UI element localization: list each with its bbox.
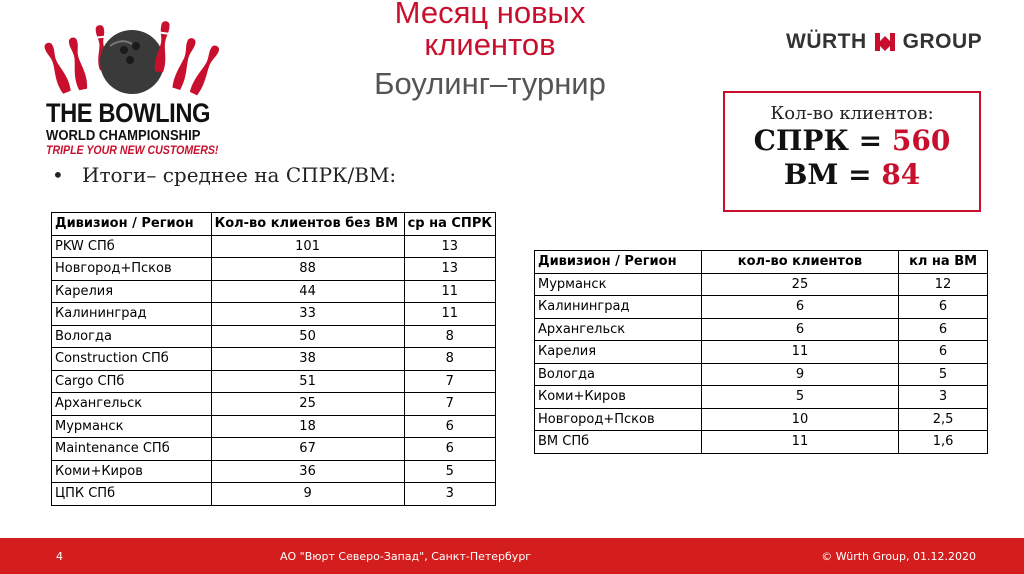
- table-cell: ЦПК СПб: [52, 483, 212, 506]
- table-cell: 33: [211, 303, 404, 326]
- table-cell: 67: [211, 438, 404, 461]
- table-cell: ВМ СПб: [535, 431, 702, 454]
- table-cell: Вологда: [535, 363, 702, 386]
- title-subtitle: Боулинг–турнир: [374, 66, 606, 101]
- title-line-2: клиентов: [424, 27, 556, 62]
- wurth-group-logo: [786, 30, 982, 54]
- table-cell: 36: [211, 460, 404, 483]
- footer-company: АО "Вюрт Северо-Запад", Санкт-Петербург: [280, 550, 532, 563]
- table-row: [535, 408, 988, 431]
- table-cell: 6: [701, 318, 898, 341]
- logo-tagline: TRIPLE YOUR NEW CUSTOMERS!: [46, 145, 219, 157]
- table-cell: 5: [899, 363, 988, 386]
- table-cell: Карелия: [52, 280, 212, 303]
- table-cell: 6: [899, 296, 988, 319]
- table-cell: Калининград: [52, 303, 212, 326]
- table-row: [52, 415, 496, 438]
- table-cell: Калининград: [535, 296, 702, 319]
- table-header-row: [535, 251, 988, 274]
- table-cell: 7: [404, 393, 495, 416]
- title-line-1: Месяц новых: [394, 0, 586, 30]
- table-cell: 101: [211, 235, 404, 258]
- table-row: [52, 348, 496, 371]
- table-cell: 6: [899, 341, 988, 364]
- table-cell: 6: [701, 296, 898, 319]
- table-header-cell: Дивизион / Регион: [52, 213, 212, 236]
- table-row: [535, 363, 988, 386]
- sprk-value: 560: [891, 124, 951, 157]
- table-cell: 6: [404, 415, 495, 438]
- table-cell: 25: [701, 273, 898, 296]
- table-row: [52, 280, 496, 303]
- table-cell: 11: [701, 431, 898, 454]
- table-header-cell: кл на ВМ: [899, 251, 988, 274]
- wurth-mark-icon: [873, 31, 897, 53]
- footer-bar: [0, 538, 1024, 574]
- table-cell: Архангельск: [52, 393, 212, 416]
- logo-title: THE BOWLING: [46, 98, 211, 128]
- table-cell: 10: [701, 408, 898, 431]
- table-cell: 5: [404, 460, 495, 483]
- footer-copyright: © Würth Group, 01.12.2020: [821, 550, 976, 563]
- table-cell: 8: [404, 348, 495, 371]
- table-row: [52, 438, 496, 461]
- table-cell: 25: [211, 393, 404, 416]
- bullet-text: Итоги– среднее на СПРК/ВМ:: [82, 163, 397, 187]
- brand-right: GROUP: [902, 30, 983, 53]
- table-cell: 7: [404, 370, 495, 393]
- table-cell: 6: [899, 318, 988, 341]
- table-cell: Мурманск: [52, 415, 212, 438]
- table-row: [52, 370, 496, 393]
- sprk-label: СПРК =: [753, 124, 892, 157]
- table-cell: 12: [899, 273, 988, 296]
- table-row: [535, 318, 988, 341]
- table-header-cell: Дивизион / Регион: [535, 251, 702, 274]
- table-cell: PKW СПб: [52, 235, 212, 258]
- table-cell: 88: [211, 258, 404, 281]
- table-cell: 38: [211, 348, 404, 371]
- table-cell: Карелия: [535, 341, 702, 364]
- summary-box: [723, 91, 981, 212]
- bowling-logo: [40, 10, 220, 155]
- table-row: [52, 483, 496, 506]
- bullet-item: [52, 163, 396, 187]
- table-cell: Новгород+Псков: [52, 258, 212, 281]
- table-cell: 44: [211, 280, 404, 303]
- table-cell: Новгород+Псков: [535, 408, 702, 431]
- table-cell: 13: [404, 235, 495, 258]
- logo-subtitle: WORLD CHAMPIONSHIP: [46, 128, 201, 144]
- bowling-pins-icon: [40, 10, 220, 102]
- slide-title: [330, 0, 650, 106]
- table-cell: Архангельск: [535, 318, 702, 341]
- table-cell: 9: [701, 363, 898, 386]
- table-row: [535, 273, 988, 296]
- vm-table: [534, 250, 988, 454]
- table-cell: 51: [211, 370, 404, 393]
- table-cell: Construction СПб: [52, 348, 212, 371]
- table-row: [535, 386, 988, 409]
- vm-label: ВМ =: [783, 158, 882, 191]
- table-cell: 9: [211, 483, 404, 506]
- table-cell: 6: [404, 438, 495, 461]
- table-row: [52, 235, 496, 258]
- table-row: [52, 303, 496, 326]
- table-row: [535, 341, 988, 364]
- table-row: [535, 431, 988, 454]
- table-cell: 3: [899, 386, 988, 409]
- vm-value: 84: [881, 158, 921, 191]
- summary-label: Кол-во клиентов:: [770, 103, 934, 124]
- table-cell: 5: [701, 386, 898, 409]
- table-cell: 13: [404, 258, 495, 281]
- table-cell: 8: [404, 325, 495, 348]
- table-cell: Maintenance СПб: [52, 438, 212, 461]
- table-cell: 11: [701, 341, 898, 364]
- table-cell: 50: [211, 325, 404, 348]
- table-row: [535, 296, 988, 319]
- table-cell: 18: [211, 415, 404, 438]
- summary-sprk-row: [725, 124, 979, 158]
- table-row: [52, 258, 496, 281]
- table-cell: Вологда: [52, 325, 212, 348]
- table-cell: 11: [404, 303, 495, 326]
- page-number: 4: [56, 550, 63, 563]
- table-row: [52, 393, 496, 416]
- table-cell: 11: [404, 280, 495, 303]
- table-cell: Коми+Киров: [52, 460, 212, 483]
- table-cell: Мурманск: [535, 273, 702, 296]
- table-header-cell: Кол-во клиентов без ВМ: [211, 213, 404, 236]
- sprk-table: [51, 212, 496, 506]
- table-header-cell: кол-во клиентов: [701, 251, 898, 274]
- summary-vm-row: [725, 158, 979, 192]
- table-cell: Коми+Киров: [535, 386, 702, 409]
- table-row: [52, 325, 496, 348]
- table-cell: 3: [404, 483, 495, 506]
- table-cell: Cargo СПб: [52, 370, 212, 393]
- table-cell: 2,5: [899, 408, 988, 431]
- table-header-row: [52, 213, 496, 236]
- table-cell: 1,6: [899, 431, 988, 454]
- brand-left: WÜRTH: [786, 30, 867, 53]
- table-row: [52, 460, 496, 483]
- bullet-symbol: •: [52, 163, 64, 187]
- table-header-cell: ср на СПРК: [404, 213, 495, 236]
